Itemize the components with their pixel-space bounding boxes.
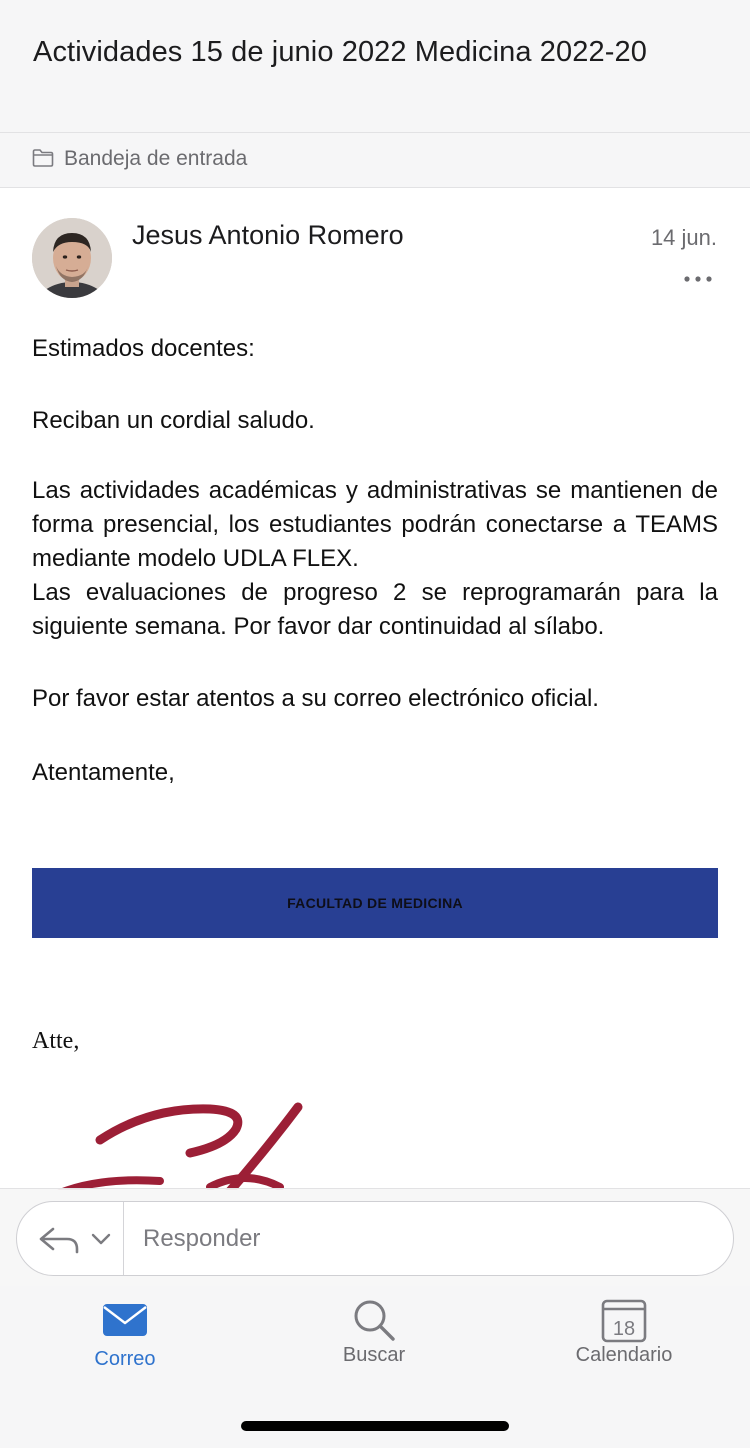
body-paragraph-3: Por favor estar atentos a su correo electrónico oficial.	[32, 685, 599, 712]
more-options-icon[interactable]	[680, 268, 716, 290]
reply-divider	[123, 1202, 124, 1275]
signoff-text: Atte,	[32, 1028, 80, 1054]
body-closing: Atentamente,	[32, 759, 175, 786]
folder-icon	[32, 148, 54, 168]
faculty-banner	[32, 868, 718, 938]
body-salutation: Reciban un cordial saludo.	[32, 407, 315, 434]
sender-name[interactable]: Jesus Antonio Romero	[132, 220, 404, 250]
search-icon	[350, 1296, 398, 1344]
reply-options-toggle[interactable]	[17, 1202, 123, 1275]
message-date: 14 jun.	[650, 225, 717, 250]
chevron-down-icon	[93, 1235, 109, 1243]
home-indicator[interactable]	[241, 1421, 509, 1431]
banner-text: FACULTAD DE MEDICINA	[287, 895, 463, 911]
body-paragraph-1: Las actividades académicas y administrativas se mantienen de forma presencial, los estudiantes podrán conectarse a TEAMS mediante modelo UDLA FLEX.	[32, 477, 718, 572]
body-greeting: Estimados docentes:	[32, 335, 255, 362]
email-subject: Actividades 15 de junio 2022 Medicina 2022-20	[33, 36, 647, 68]
reply-input[interactable]	[143, 1222, 703, 1256]
avatar-photo	[32, 218, 112, 298]
reply-arrow-icon	[41, 1229, 77, 1252]
tab-calendar-label: Calendario	[575, 1344, 673, 1366]
subject-header	[0, 0, 750, 133]
tab-mail[interactable]	[35, 1300, 215, 1390]
folder-label[interactable]: Bandeja de entrada	[64, 147, 248, 170]
handwritten-signature	[40, 1095, 340, 1190]
calendar-day-number: 18	[612, 1318, 636, 1340]
mail-icon	[101, 1300, 149, 1340]
tab-mail-label: Correo	[94, 1348, 156, 1370]
body-paragraph-2: Las evaluaciones de progreso 2 se reprogramarán para la siguiente semana. Por favor dar continuidad al sílabo.	[32, 579, 718, 640]
tab-calendar[interactable]	[534, 1300, 714, 1390]
tab-search-label: Buscar	[342, 1344, 406, 1366]
calendar-icon	[600, 1296, 648, 1344]
tab-search[interactable]	[284, 1300, 464, 1390]
avatar[interactable]	[32, 218, 112, 298]
reply-pill[interactable]	[16, 1201, 734, 1276]
